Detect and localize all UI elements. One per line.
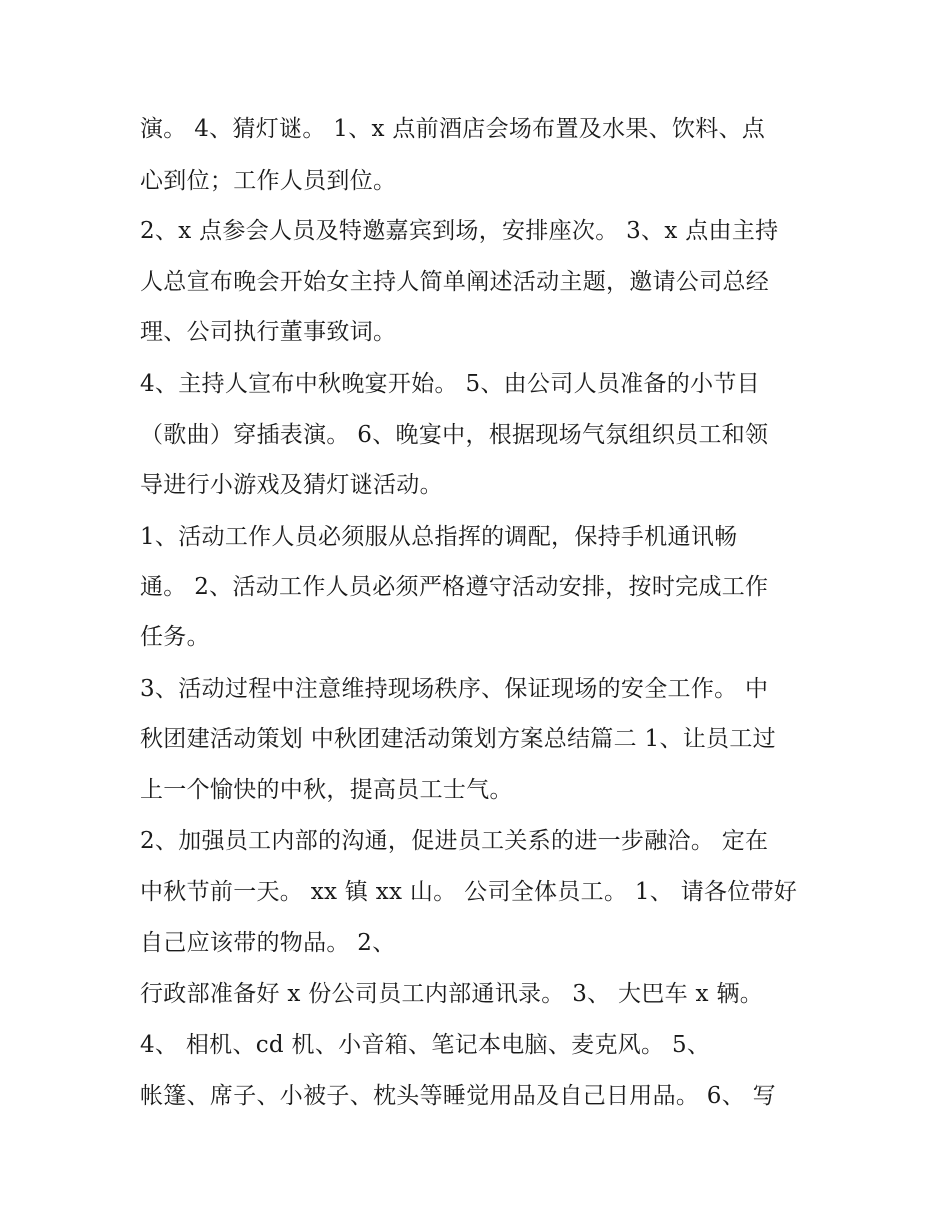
text-line: （歌曲）穿插表演。 6、晚宴中，根据现场气氛组织员工和领	[140, 422, 769, 448]
text-line: 通。 2、活动工作人员必须严格遵守活动安排，按时完成工作	[140, 574, 769, 600]
text-line: 上一个愉快的中秋，提高员工士气。	[140, 777, 513, 803]
text-line: 4、 相机、cd 机、小音箱、笔记本电脑、麦克风。 5、	[140, 1032, 711, 1058]
text-line: 秋团建活动策划 中秋团建活动策划方案总结篇二 1、让员工过	[140, 726, 776, 752]
text-line: 2、x 点参会人员及特邀嘉宾到场，安排座次。 3、x 点由主持	[140, 218, 779, 244]
text-line: 自己应该带的物品。 2、	[140, 930, 396, 956]
text-line: 帐篷、席子、小被子、枕头等睡觉用品及自己日用品。 6、 写	[140, 1083, 776, 1109]
text-line: 1、活动工作人员必须服从总指挥的调配，保持手机通讯畅	[140, 524, 738, 550]
text-line: 4、主持人宣布中秋晚宴开始。 5、由公司人员准备的小节目	[140, 371, 760, 397]
text-line: 心到位；工作人员到位。	[140, 168, 397, 194]
text-line: 理、公司执行董事致词。	[140, 319, 397, 345]
text-line: 导进行小游戏及猜灯谜活动。	[140, 472, 443, 498]
text-line: 演。 4、猜灯谜。 1、x 点前酒店会场布置及水果、饮料、点	[140, 116, 766, 142]
text-line: 人总宣布晚会开始女主持人简单阐述活动主题，邀请公司总经	[140, 269, 770, 295]
text-line: 3、活动过程中注意维持现场秩序、保证现场的安全工作。 中	[140, 676, 769, 702]
text-line: 中秋节前一天。 xx 镇 xx 山。 公司全体员工。 1、 请各位带好	[140, 879, 798, 905]
text-line: 行政部准备好 x 份公司员工内部通讯录。 3、 大巴车 x 辆。	[140, 981, 764, 1007]
text-line: 任务。	[140, 624, 210, 650]
text-line: 2、加强员工内部的沟通，促进员工关系的进一步融洽。 定在	[140, 828, 769, 854]
